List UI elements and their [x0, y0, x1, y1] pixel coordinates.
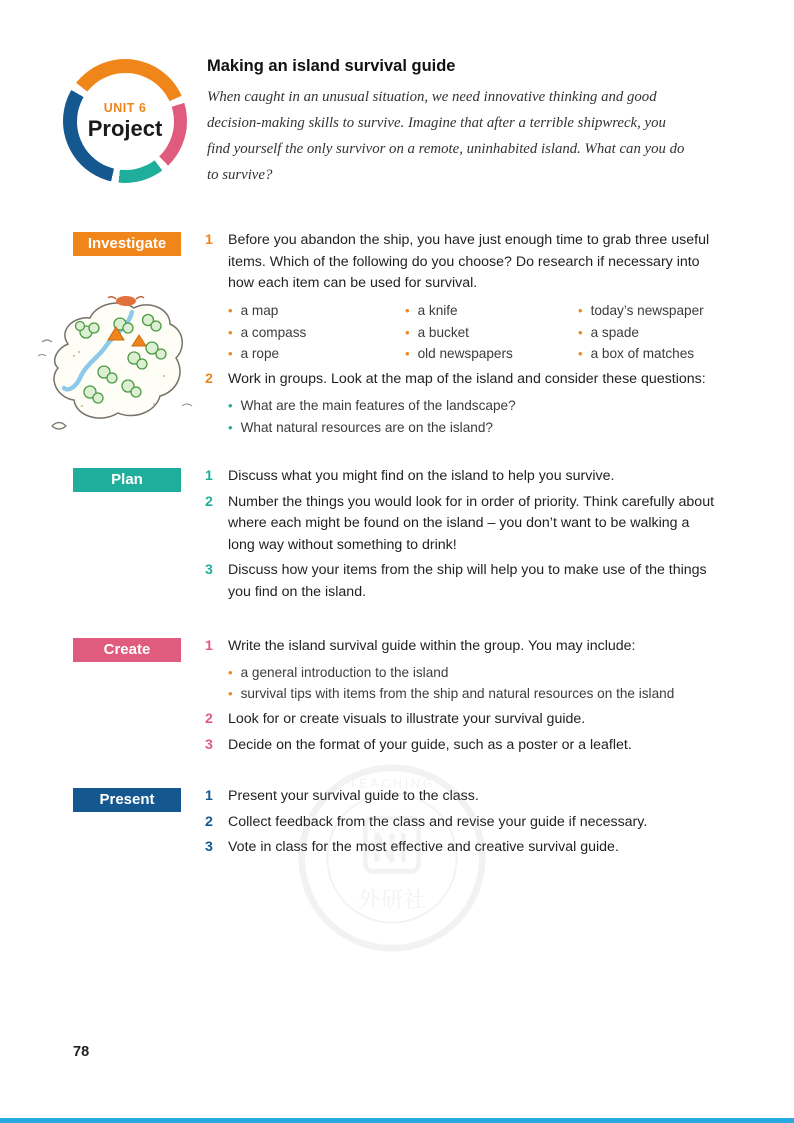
options-column	[405, 300, 578, 365]
option-item: • old newspapers	[405, 343, 578, 365]
task-item	[205, 735, 716, 757]
page-bottom-bar	[0, 1118, 794, 1123]
item-number: 1	[205, 788, 213, 804]
task-item	[205, 636, 716, 705]
section-present	[0, 786, 794, 863]
unit-badge-ring	[63, 59, 187, 183]
item-number: 2	[205, 493, 213, 510]
page-header	[207, 57, 689, 189]
include-list	[228, 662, 716, 706]
plan-badge: Plan	[73, 468, 181, 492]
item-text: Look for or create visuals to illustrate your survival guide.	[228, 711, 586, 728]
item-text: Present your survival guide to the class.	[228, 788, 479, 804]
item-number: 3	[205, 562, 213, 579]
unit-label: UNIT 6	[103, 100, 147, 115]
option-item: • a knife	[405, 300, 578, 322]
item-number: 1	[205, 232, 213, 248]
option-item: • a compass	[228, 322, 405, 344]
question-list	[228, 395, 716, 439]
task-item	[205, 812, 716, 834]
item-text: Before you abandon the ship, you have just enough time to grab three useful items. Which of the following do you choose? Do research if necessary into how each item can be used for survival.	[228, 232, 710, 292]
item-text: Discuss what you might find on the island to help you survive.	[228, 468, 615, 484]
create-badge: Create	[73, 638, 181, 662]
option-item: • a box of matches	[578, 343, 716, 365]
page-number: 78	[73, 1044, 90, 1060]
watermark-arc-text: TEACHING	[348, 776, 436, 791]
investigate-badge: Investigate	[73, 232, 181, 256]
item-number: 3	[205, 839, 213, 856]
options-columns	[228, 300, 716, 365]
unit-badge-inner	[77, 73, 174, 170]
option-item: • a bucket	[405, 322, 578, 344]
options-column	[228, 300, 405, 365]
task-item	[205, 492, 716, 557]
task-item	[205, 709, 716, 731]
section-create	[0, 636, 794, 760]
task-item	[205, 369, 716, 438]
item-text: Number the things you would look for in order of priority. Think carefully about where each might be found on the island – you don’t want to be walking a long way without something to drink!	[228, 493, 715, 553]
item-number: 3	[205, 736, 213, 753]
item-text: Work in groups. Look at the map of the island and consider these questions:	[228, 371, 706, 388]
item-number: 1	[205, 638, 213, 654]
item-number: 1	[205, 468, 213, 484]
item-text: Decide on the format of your guide, such as a poster or a leaflet.	[228, 736, 632, 753]
item-text: Write the island survival guide within the group. You may include:	[228, 638, 636, 654]
item-number: 2	[205, 711, 213, 728]
option-item: • a rope	[228, 343, 405, 365]
option-item: • today’s newspaper	[578, 300, 716, 322]
include-item: • survival tips with items from the ship and natural resources on the island	[228, 683, 716, 705]
watermark-cn-text: 外研社	[357, 886, 427, 913]
option-item: • a map	[228, 300, 405, 322]
unit-title: Project	[87, 115, 163, 141]
question-item: • What are the main features of the landscape?	[228, 395, 716, 417]
item-text: Discuss how your items from the ship will help you to make use of the things you find on the island.	[228, 562, 707, 600]
item-number: 2	[205, 813, 213, 830]
present-badge: Present	[73, 788, 181, 812]
page-title: Making an island survival guide	[207, 57, 456, 75]
question-item: • What natural resources are on the island?	[228, 417, 716, 439]
task-item	[205, 786, 716, 808]
task-item	[205, 230, 716, 365]
option-item: • a spade	[578, 322, 716, 344]
item-text: Vote in class for the most effective and creative survival guide.	[228, 839, 619, 856]
intro-text: When caught in an unusual situation, we need innovative thinking and good decision-making skills to survive. Imagine that after a terrible shipwreck, you find yourself the only survivor on a remote, uninhabited island. What can you do to survive?	[207, 89, 685, 183]
task-item	[205, 466, 716, 488]
section-plan	[0, 466, 794, 607]
item-number: 2	[205, 371, 213, 388]
task-item	[205, 560, 716, 603]
section-investigate	[0, 230, 794, 442]
options-column	[578, 300, 716, 365]
include-item: • a general introduction to the island	[228, 662, 716, 684]
task-item	[205, 837, 716, 859]
item-text: Collect feedback from the class and revise your guide if necessary.	[228, 813, 648, 830]
